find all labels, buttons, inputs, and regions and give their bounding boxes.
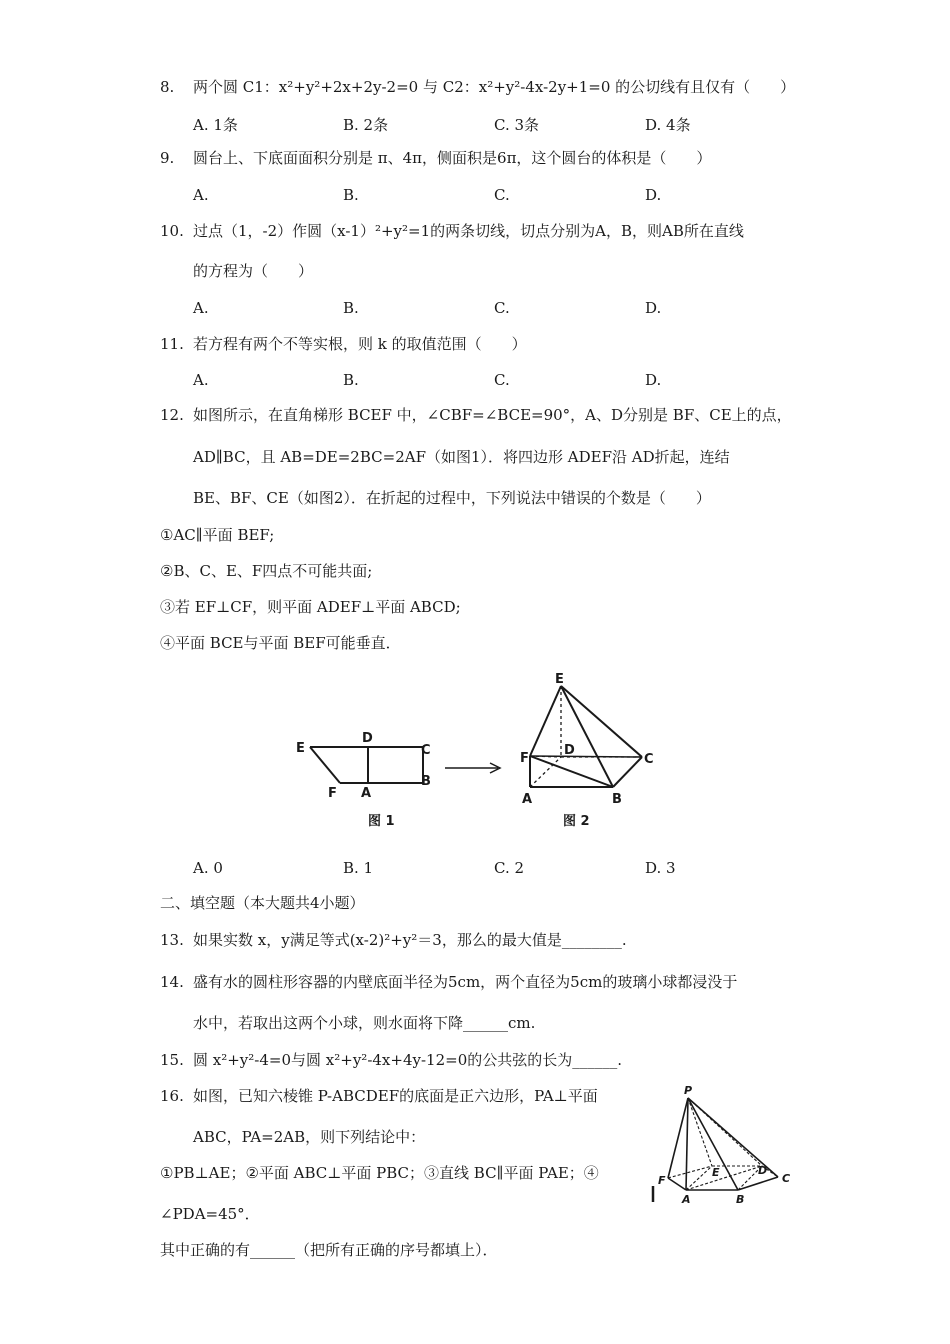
- q14-number: 14.: [160, 973, 184, 991]
- q12-option-c: C. 2: [494, 859, 525, 877]
- q12-statement-4: ④平面 BCE与平面 BEF可能垂直．: [160, 634, 401, 652]
- q12-statement-1: ①AC∥平面 BEF;: [160, 526, 275, 544]
- q11-number: 11.: [160, 335, 184, 353]
- fig1-label-b: B: [421, 774, 431, 789]
- fig2-caption: 图 2: [563, 814, 590, 829]
- q9-text: 圆台上、下底面面积分别是 π、4π，侧面积是6π，这个圆台的体积是（ ）: [193, 149, 712, 167]
- fig1-caption: 图 1: [368, 814, 395, 829]
- q10-text-line2: 的方程为（ ）: [193, 262, 314, 280]
- q12-option-d: D. 3: [645, 859, 676, 877]
- q12-figure: [280, 665, 680, 840]
- q11-option-b: B.: [343, 371, 359, 389]
- fig1-label-e: E: [296, 741, 305, 756]
- q11-option-d: D.: [645, 371, 662, 389]
- q9-option-b: B.: [343, 186, 359, 204]
- fig1-label-c: C: [421, 743, 431, 758]
- q12-option-b: B. 1: [343, 859, 374, 877]
- pyr-edge-pf: [668, 1098, 688, 1178]
- q11-option-a: A.: [193, 371, 209, 389]
- q8-option-d: D. 4条: [645, 116, 691, 134]
- q11-option-c: C.: [494, 371, 510, 389]
- q8-text: 两个圆 C1：x²+y²+2x+2y-2=0 与 C2：x²+y²-4x-2y+1=0 的公切线有且仅有（ ）: [193, 78, 796, 96]
- q8-number: 8.: [160, 78, 175, 96]
- fig2-edge-bc: [613, 757, 642, 787]
- pyr-edge-bc: [738, 1177, 778, 1190]
- pyr-label-f: F: [658, 1174, 666, 1187]
- fig1-edge-ef: [310, 747, 340, 783]
- q12-statement-2: ②B、C、E、F四点不可能共面;: [160, 562, 373, 580]
- fig1-label-d: D: [362, 731, 373, 746]
- pyr-label-p: P: [684, 1084, 693, 1097]
- pyr-label-b: B: [736, 1193, 745, 1206]
- pyr-edge-fa: [668, 1178, 686, 1190]
- q16-number: 16.: [160, 1087, 184, 1105]
- section-2-heading: 二、填空题（本大题共4小题）: [160, 894, 365, 912]
- pyr-edge-pa: [686, 1098, 688, 1190]
- q13-text: 如果实数 x，y满足等式(x-2)²+y²＝3，那么的最大值是________.: [193, 931, 627, 949]
- q12-text-line1: 如图所示，在直角梯形 BCEF 中，∠CBF=∠BCE=90°，A、D分别是 BF、CE上的点，: [193, 406, 792, 424]
- q10-option-d: D.: [645, 299, 662, 317]
- pyr-edge-pd-hidden: [688, 1098, 762, 1166]
- fig2-label-f: F: [520, 751, 529, 766]
- fig2-label-d: D: [564, 743, 575, 758]
- fig2-label-a: A: [522, 792, 533, 807]
- pyr-label-d: D: [758, 1164, 768, 1177]
- pyr-label-c: C: [782, 1172, 791, 1185]
- q9-option-a: A.: [193, 186, 209, 204]
- q9-option-c: C.: [494, 186, 510, 204]
- q12-option-a: A. 0: [193, 859, 223, 877]
- q11-text: 若方程有两个不等实根，则 k 的取值范围（ ）: [193, 335, 527, 353]
- q10-option-a: A.: [193, 299, 209, 317]
- fig2-label-e: E: [555, 672, 564, 687]
- q12-text-line2: AD∥BC，且 AB=DE=2BC=2AF（如图1）．将四边形 ADEF沿 AD折起，连结: [193, 448, 730, 466]
- fig1-label-a: A: [361, 786, 372, 801]
- q15-text: 圆 x²+y²-4=0与圆 x²+y²-4x+4y-12=0的公共弦的长为______.: [193, 1051, 623, 1069]
- q8-option-c: C. 3条: [494, 116, 540, 134]
- q16-text-line4: ∠PDA=45°．: [160, 1205, 260, 1223]
- q13-number: 13.: [160, 931, 184, 949]
- q16-text-line2: ABC，PA=2AB，则下列结论中：: [193, 1128, 426, 1146]
- fig2-edge-ef: [530, 686, 561, 756]
- fig2-label-c: C: [644, 752, 654, 767]
- q10-option-b: B.: [343, 299, 359, 317]
- q10-number: 10.: [160, 222, 184, 240]
- fig2-edge-eb: [561, 686, 613, 787]
- q9-option-d: D.: [645, 186, 662, 204]
- q12-text-line3: BE、BF、CE（如图2）．在折起的过程中，下列说法中错误的个数是（ ）: [193, 489, 711, 507]
- fig1-label-f: F: [328, 786, 337, 801]
- q9-number: 9.: [160, 149, 175, 167]
- q12-statement-3: ③若 EF⊥CF，则平面 ADEF⊥平面 ABCD;: [160, 598, 461, 616]
- q16-text-line5: 其中正确的有______（把所有正确的序号都填上）．: [160, 1241, 498, 1259]
- q16-pyramid-figure: [640, 1082, 800, 1210]
- q16-text-line3: ①PB⊥AE；②平面 ABC⊥平面 PBC；③直线 BC∥平面 PAE；④: [160, 1164, 599, 1182]
- fig2-label-b: B: [612, 792, 622, 807]
- q14-text-line1: 盛有水的圆柱形容器的内壁底面半径为5cm，两个直径为5cm的玻璃小球都浸没于: [193, 973, 738, 991]
- q16-text-line1: 如图，已知六棱锥 P-ABCDEF的底面是正六边形，PA⊥平面: [193, 1087, 598, 1105]
- q12-number: 12.: [160, 406, 184, 424]
- pyr-label-e: E: [712, 1166, 720, 1179]
- q8-option-a: A. 1条: [193, 116, 238, 134]
- pyr-label-a: A: [682, 1193, 691, 1206]
- q15-number: 15.: [160, 1051, 184, 1069]
- q10-text-line1: 过点（1，-2）作圆（x-1）²+y²=1的两条切线，切点分别为A，B，则AB所在直线: [193, 222, 744, 240]
- q8-option-b: B. 2条: [343, 116, 389, 134]
- q14-text-line2: 水中，若取出这两个小球，则水面将下降______cm.: [193, 1014, 536, 1032]
- q10-option-c: C.: [494, 299, 510, 317]
